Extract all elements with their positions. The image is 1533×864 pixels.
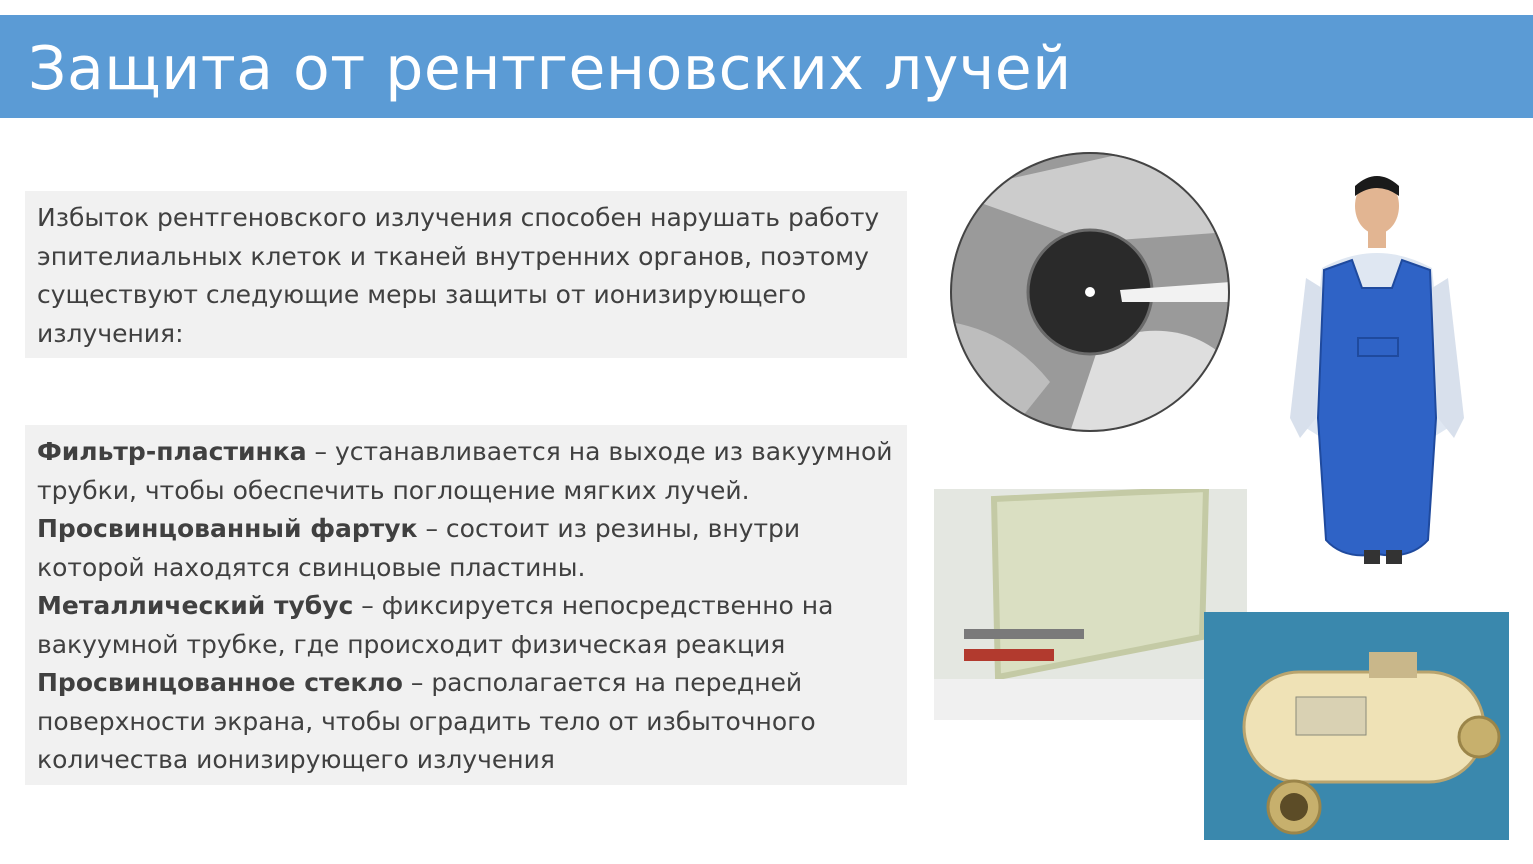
glass-illustration — [934, 489, 1247, 720]
xray-tube-housing-photo — [1204, 612, 1509, 840]
intro-line: существуют следующие меры защиты от ионизирующего — [37, 280, 807, 309]
intro-text-box — [25, 191, 907, 358]
xray-disc-illustration — [950, 152, 1230, 432]
slide-title: Защита от рентгеновских лучей — [28, 34, 1072, 104]
lead-glass-photo — [934, 489, 1247, 720]
measure-term: Металлический тубус — [37, 591, 354, 620]
title-bar — [0, 15, 1533, 118]
measure-description: – устанавливается на выходе из вакуумной — [306, 437, 893, 466]
measure-description: – фиксируется непосредственно на — [353, 591, 834, 620]
measure-term: Просвинцованный фартук — [37, 514, 418, 543]
measure-lead-apron — [37, 510, 895, 587]
measure-description: – состоит из резины, внутри — [417, 514, 801, 543]
measure-filter-plate — [37, 433, 895, 510]
measure-term: Фильтр-пластинка — [37, 437, 307, 466]
measure-lead-glass — [37, 664, 895, 780]
measure-description: вакуумной трубке, где происходит физическая реакция — [37, 629, 786, 659]
intro-line: Избыток рентгеновского излучения способен нарушать работу — [37, 203, 880, 232]
xray-disc-photo — [950, 152, 1230, 432]
measures-text-box — [25, 425, 907, 785]
intro-line: излучения: — [37, 318, 184, 348]
measure-term: Просвинцованное стекло — [37, 668, 403, 697]
intro-line: эпителиальных клеток и тканей внутренних органов, поэтому — [37, 241, 869, 271]
lead-apron-photo — [1260, 168, 1500, 568]
measure-description: – располагается на передней — [402, 668, 803, 697]
apron-illustration — [1260, 168, 1500, 568]
measure-description: количества ионизирующего излучения — [37, 745, 555, 774]
measure-description: трубки, чтобы обеспечить поглощение мягких лучей. — [37, 475, 750, 505]
tube-illustration — [1204, 612, 1509, 840]
measure-description: поверхности экрана, чтобы оградить тело от избыточного — [37, 706, 816, 736]
measure-metal-tube — [37, 587, 895, 664]
measure-description: которой находятся свинцовые пластины. — [37, 552, 586, 582]
